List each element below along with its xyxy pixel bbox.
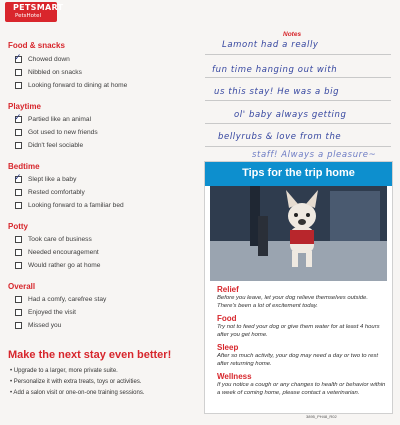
checkbox-missed-you[interactable] — [15, 322, 22, 329]
checklist-label: Chowed down — [28, 56, 70, 63]
tips-card — [204, 161, 393, 414]
tip-heading-food: Food — [217, 314, 237, 323]
checkbox-enjoyed[interactable] — [15, 309, 22, 316]
notes-rule — [205, 100, 391, 101]
tip-text-wellness: If you notice a cough or any changes to health or behavior within a week of coming home, please contact a veterinarian. — [217, 382, 386, 396]
french-bulldog-illustration — [210, 186, 387, 281]
checkbox-not-sociable[interactable] — [15, 142, 22, 149]
tips-title: Tips for the trip home — [242, 167, 355, 179]
checklist-label: Missed you — [28, 322, 62, 329]
check-mark-icon: ✓ — [14, 53, 22, 63]
checklist-label: Looking forward to dining at home — [28, 82, 128, 89]
checkbox-rested[interactable] — [15, 189, 22, 196]
checklist-label: Had a comfy, carefree stay — [28, 296, 107, 303]
petsmart-logo — [5, 2, 64, 22]
next-stay-title: Make the next stay even better! — [8, 349, 172, 361]
handwritten-note-line: ol' baby always getting — [234, 110, 347, 120]
check-mark-icon: ✓ — [14, 113, 22, 123]
section-title-potty: Potty — [8, 222, 28, 231]
checkbox-nibbled[interactable] — [15, 69, 22, 76]
tip-text-relief: Before you leave, let your dog relieve themselves outside. There's been a lot of excitement today. — [217, 295, 368, 309]
checkbox-familiar-bed[interactable] — [15, 202, 22, 209]
checklist-label: Enjoyed the visit — [28, 309, 77, 316]
checklist-label: Partied like an animal — [28, 116, 92, 123]
checklist-label: Rested comfortably — [28, 189, 85, 196]
check-mark-icon: ✓ — [14, 173, 22, 183]
next-stay-bullet: • Add a salon visit or one-on-one training sessions. — [10, 390, 145, 396]
next-stay-bullet: • Upgrade to a larger, more private suite. — [10, 368, 118, 374]
notes-rule — [205, 146, 391, 147]
form-code: 3895_PH48_R02 — [306, 414, 337, 419]
checklist-label: Got used to new friends — [28, 129, 98, 136]
tip-heading-wellness: Wellness — [217, 372, 252, 381]
tip-text-food: Try not to feed your dog or give them water for at least 4 hours after you get home. — [217, 324, 380, 338]
brand-name: PETSMART — [13, 3, 64, 12]
checkbox-dining-home[interactable] — [15, 82, 22, 89]
handwritten-note-line: fun time hanging out with — [212, 65, 338, 75]
tip-heading-relief: Relief — [217, 285, 239, 294]
handwritten-note-line: staff! Always a pleasure~ — [252, 150, 377, 160]
section-title-playtime: Playtime — [8, 102, 41, 111]
section-title-bedtime: Bedtime — [8, 162, 40, 171]
section-title-food: Food & snacks — [8, 41, 65, 50]
checkbox-encouragement[interactable] — [15, 249, 22, 256]
handwritten-note-line: us this stay! He was a big — [214, 87, 340, 97]
checkbox-new-friends[interactable] — [15, 129, 22, 136]
notes-rule — [205, 54, 391, 55]
checklist-label: Took care of business — [28, 236, 92, 243]
checklist-label: Would rather go at home — [28, 262, 101, 269]
checklist-label: Slept like a baby — [28, 176, 77, 183]
handwritten-note-line: Lamont had a really — [222, 40, 319, 50]
next-stay-bullet: • Personalize it with extra treats, toys or activities. — [10, 379, 142, 385]
notes-rule — [205, 77, 391, 78]
checklist-label: Nibbled on snacks — [28, 69, 82, 76]
notes-title: Notes — [283, 31, 302, 38]
tips-header — [205, 162, 392, 186]
section-title-overall: Overall — [8, 282, 36, 291]
checkbox-business[interactable] — [15, 236, 22, 243]
checklist-label: Looking forward to a familiar bed — [28, 202, 124, 209]
handwritten-note-line: bellyrubs & love from the — [218, 132, 342, 142]
brand-sub: PetsHotel — [15, 13, 42, 19]
checklist-label: Didn't feel sociable — [28, 142, 84, 149]
dog-photo — [210, 186, 387, 281]
tip-text-sleep: After so much activity, your dog may need a day or two to rest after returning home. — [217, 353, 378, 367]
notes-rule — [205, 123, 391, 124]
checkbox-comfy[interactable] — [15, 296, 22, 303]
checkbox-go-home[interactable] — [15, 262, 22, 269]
checklist-label: Needed encouragement — [28, 249, 99, 256]
tip-heading-sleep: Sleep — [217, 343, 239, 352]
